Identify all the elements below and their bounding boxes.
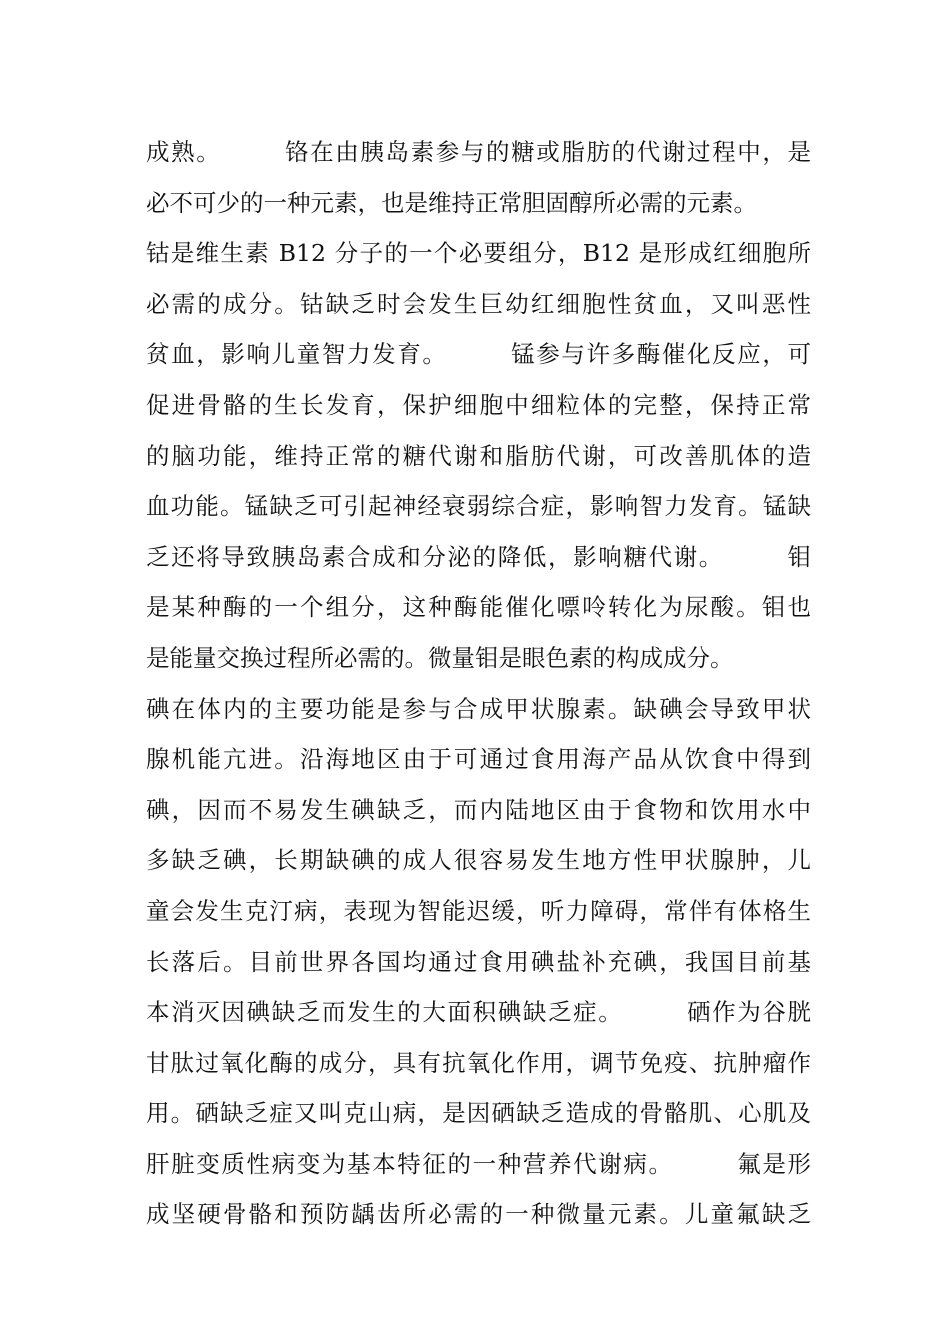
text-line: 甘肽过氧化酶的成分，具有抗氧化作用，调节免疫、抗肿瘤作 <box>146 1048 811 1077</box>
text-line: 多缺乏碘，长期缺碘的成人很容易发生地方性甲状腺肿，儿 <box>146 846 811 875</box>
text-line: 用。硒缺乏症又叫克山病，是因硒缺乏造成的骨骼肌、心肌及 <box>146 1099 811 1128</box>
text-line: 乏还将导致胰岛素合成和分泌的降低，影响糖代谢。 钼 <box>146 542 811 571</box>
text-line: 贫血，影响儿童智力发育。 锰参与许多酶催化反应，可 <box>146 340 811 369</box>
text-line: 是某种酶的一个组分，这种酶能催化嘌呤转化为尿酸。钼也 <box>146 593 811 622</box>
text-line: 促进骨骼的生长发育，保护细胞中细粒体的完整，保持正常 <box>146 390 811 419</box>
text-line: 成坚硬骨骼和预防龋齿所必需的一种微量元素。儿童氟缺乏 <box>146 1200 811 1229</box>
text-line: 碘，因而不易发生碘缺乏，而内陆地区由于食物和饮用水中 <box>146 795 811 824</box>
text-line: 本消灭因碘缺乏而发生的大面积碘缺乏症。 硒作为谷胱 <box>146 998 811 1027</box>
text-line: 成熟。 铬在由胰岛素参与的糖或脂肪的代谢过程中，是 <box>146 138 811 166</box>
text-line: 长落后。目前世界各国均通过食用碘盐补充碘，我国目前基 <box>146 947 811 976</box>
text-line: 必不可少的一种元素，也是维持正常胆固醇所必需的元素。 <box>146 188 757 217</box>
text-line: 血功能。锰缺乏可引起神经衰弱综合症，影响智力发育。锰缺 <box>146 492 811 521</box>
text-line: 碘在体内的主要功能是参与合成甲状腺素。缺碘会导致甲状 <box>146 694 811 723</box>
text-line: 肝脏变质性病变为基本特征的一种营养代谢病。 氟是形 <box>146 1149 811 1178</box>
text-line: 是能量交换过程所必需的。微量钼是眼色素的构成成分。 <box>146 643 734 672</box>
text-line: 必需的成分。钴缺乏时会发生巨幼红细胞性贫血，又叫恶性 <box>146 289 811 318</box>
body-text <box>146 127 811 1240</box>
text-line: 的脑功能，维持正常的糖代谢和脂肪代谢，可改善肌体的造 <box>146 441 811 470</box>
text-line: 钴是维生素 B12 分子的一个必要组分，B12 是形成红细胞所 <box>146 239 811 268</box>
text-line: 腺机能亢进。沿海地区由于可通过食用海产品从饮食中得到 <box>146 745 811 774</box>
text-line: 童会发生克汀病，表现为智能迟缓，听力障碍，常伴有体格生 <box>146 896 811 925</box>
